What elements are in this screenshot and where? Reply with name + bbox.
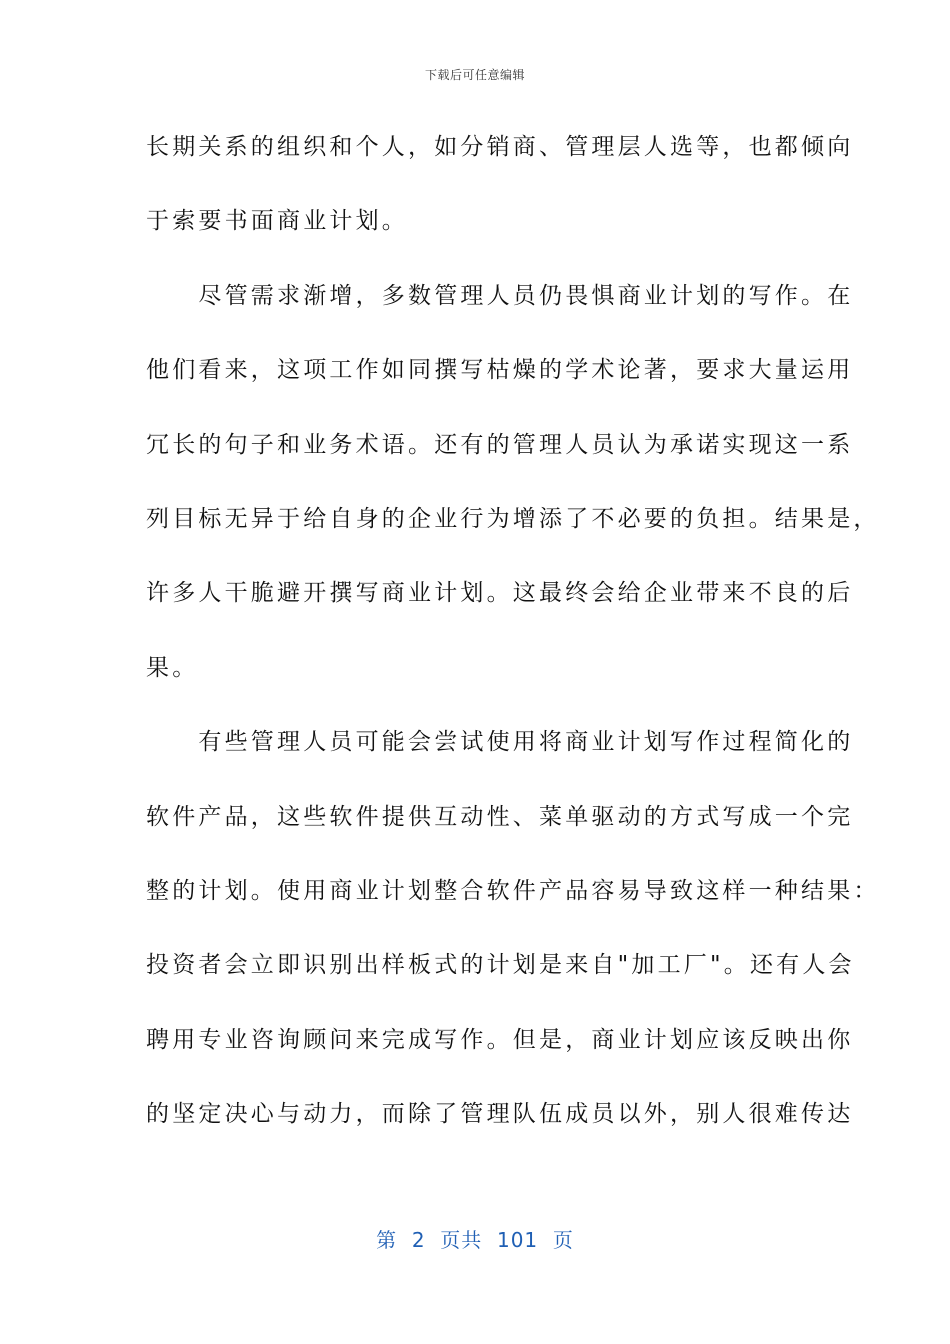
text-line: 长期关系的组织和个人，如分销商、管理层人选等，也都倾向 (146, 134, 854, 160)
text-line: 的坚定决心与动力，而除了管理队伍成员以外，别人很难传达 (146, 1101, 854, 1128)
body-text (146, 125, 880, 1166)
text-line: 投资者会立即识别出样板式的计划是来自"加工厂"。还有人会 (146, 952, 855, 979)
page-number-footer: 第 2 页共 101 页 (376, 1228, 574, 1252)
text-line: 有些管理人员可能会尝试使用将商业计划写作过程简化的 (146, 729, 854, 756)
text-line: 列目标无异于给自身的企业行为增添了不必要的负担。结果是， (146, 505, 880, 532)
text-line: 尽管需求渐增，多数管理人员仍畏惧商业计划的写作。在 (146, 282, 854, 309)
page-header: 下载后可任意编辑 (424, 68, 525, 82)
text-line: 许多人干脆避开撰写商业计划。这最终会给企业带来不良的后 (146, 580, 854, 607)
text-line: 聘用专业咨询顾问来完成写作。但是，商业计划应该反映出你 (146, 1026, 854, 1053)
text-line: 于索要书面商业计划。 (146, 208, 408, 235)
text-line: 冗长的句子和业务术语。还有的管理人员认为承诺实现这一系 (146, 431, 854, 458)
text-line: 他们看来，这项工作如同撰写枯燥的学术论著，要求大量运用 (146, 357, 854, 384)
text-line: 软件产品，这些软件提供互动性、菜单驱动的方式写成一个完 (146, 803, 854, 830)
text-line: 整的计划。使用商业计划整合软件产品容易导致这样一种结果： (146, 877, 880, 904)
text-line: 果。 (146, 654, 199, 681)
